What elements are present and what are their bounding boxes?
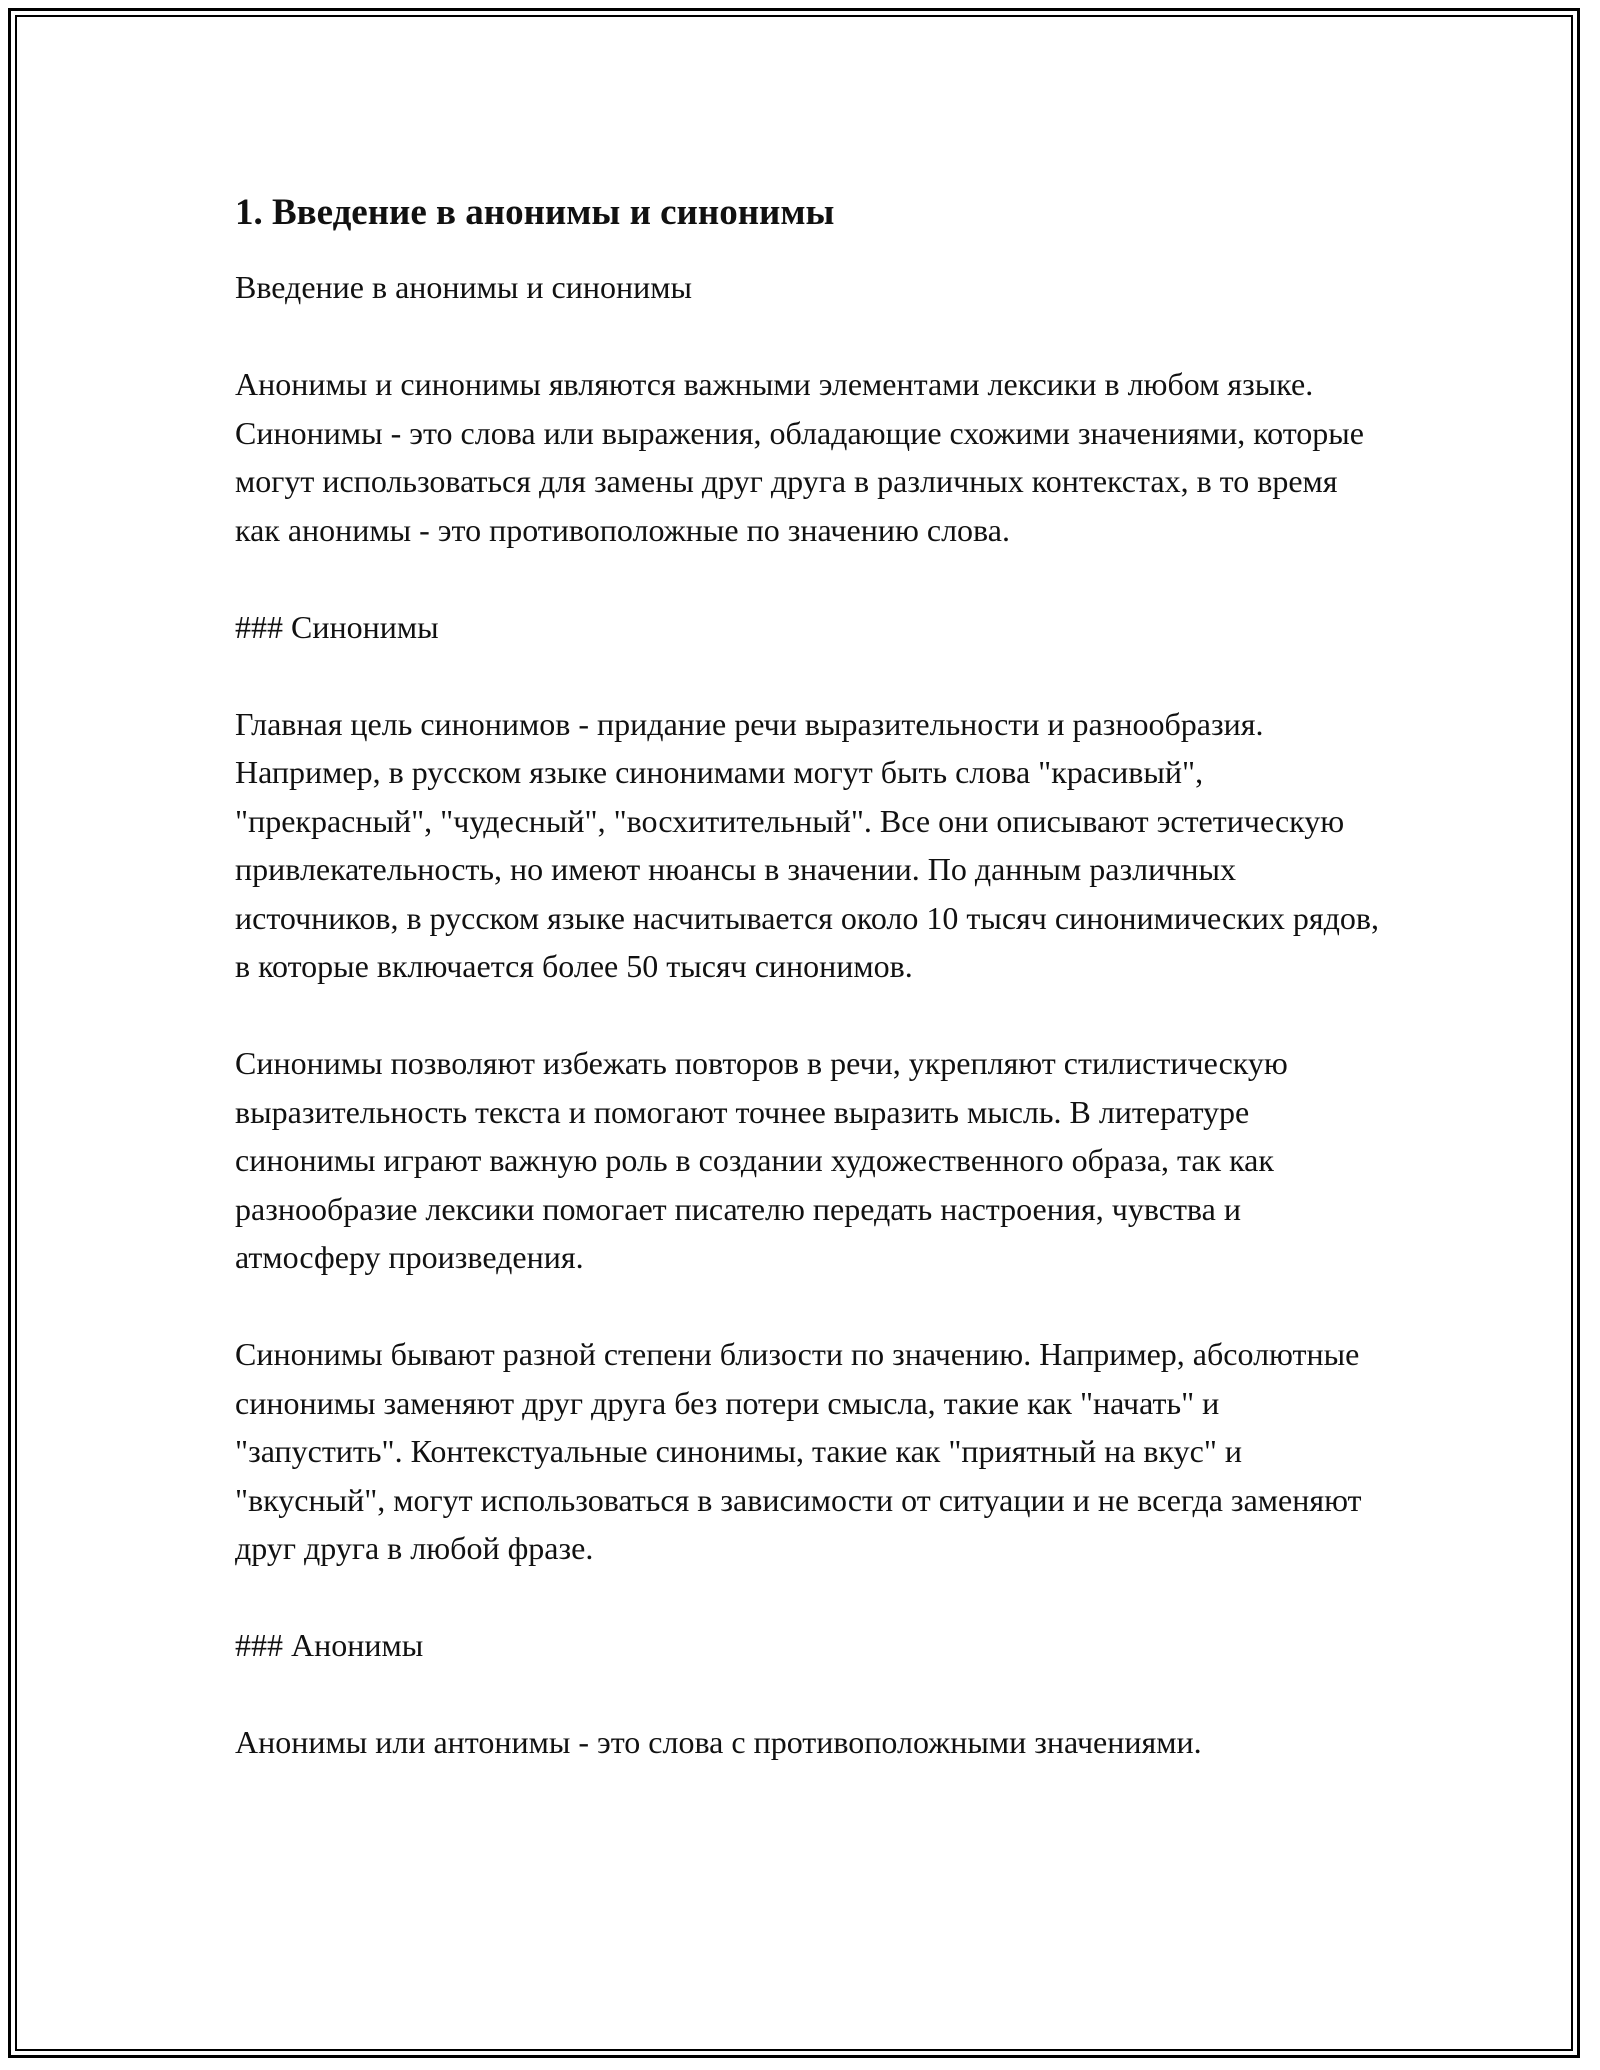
antonyms-subheading: ### Анонимы <box>235 1627 424 1663</box>
section-heading: 1. Введение в анонимы и синонимы <box>235 192 835 233</box>
intro-paragraph: Анонимы и синонимы являются важными элементами лексики в любом языке. Синонимы - это слова или выражения, обладающие схожими значениями, которые могут использоваться для замены друг друга в различных контекстах, в то время как анонимы - это противоположные по значению слова. <box>235 366 1364 548</box>
antonyms-paragraph: Анонимы или антонимы - это слова с противоположными значениями. <box>235 1724 1202 1760</box>
document-body <box>235 185 1385 1815</box>
synonyms-subheading: ### Синонимы <box>235 608 439 645</box>
synonyms-paragraph-3: Синонимы бывают разной степени близости по значению. Например, абсолютные синонимы заменяют друг друга без потери смысла, такие как "начать" и "запустить". Контекстуальные синонимы, такие как "приятный на вкус" и "вкусный", могут использоваться в зависимости от ситуации и не всегда заменяют друг друга в любой фразе. <box>235 1336 1362 1566</box>
synonyms-paragraph-2: Синонимы позволяют избежать повторов в речи, укрепляют стилистическую выразительность текста и помогают точнее выразить мысль. В литературе синонимы играют важную роль в создании художественного образа, так как разнообразие лексики помогает писателю передать настроения, чувства и атмосферу произведения. <box>235 1045 1288 1275</box>
synonyms-paragraph-1: Главная цель синонимов - придание речи выразительности и разнообразия. Например, в русском языке синонимами могут быть слова "красивый", "прекрасный", "чудесный", "восхитительный". Все они описывают эстетическую привлекательность, но имеют нюансы в значении. По данным различных источников, в русском языке насчитывается около 10 тысяч синонимических рядов, в которые включается более 50 тысяч синонимов. <box>235 705 1380 984</box>
intro-title: Введение в анонимы и синонимы <box>235 269 692 305</box>
